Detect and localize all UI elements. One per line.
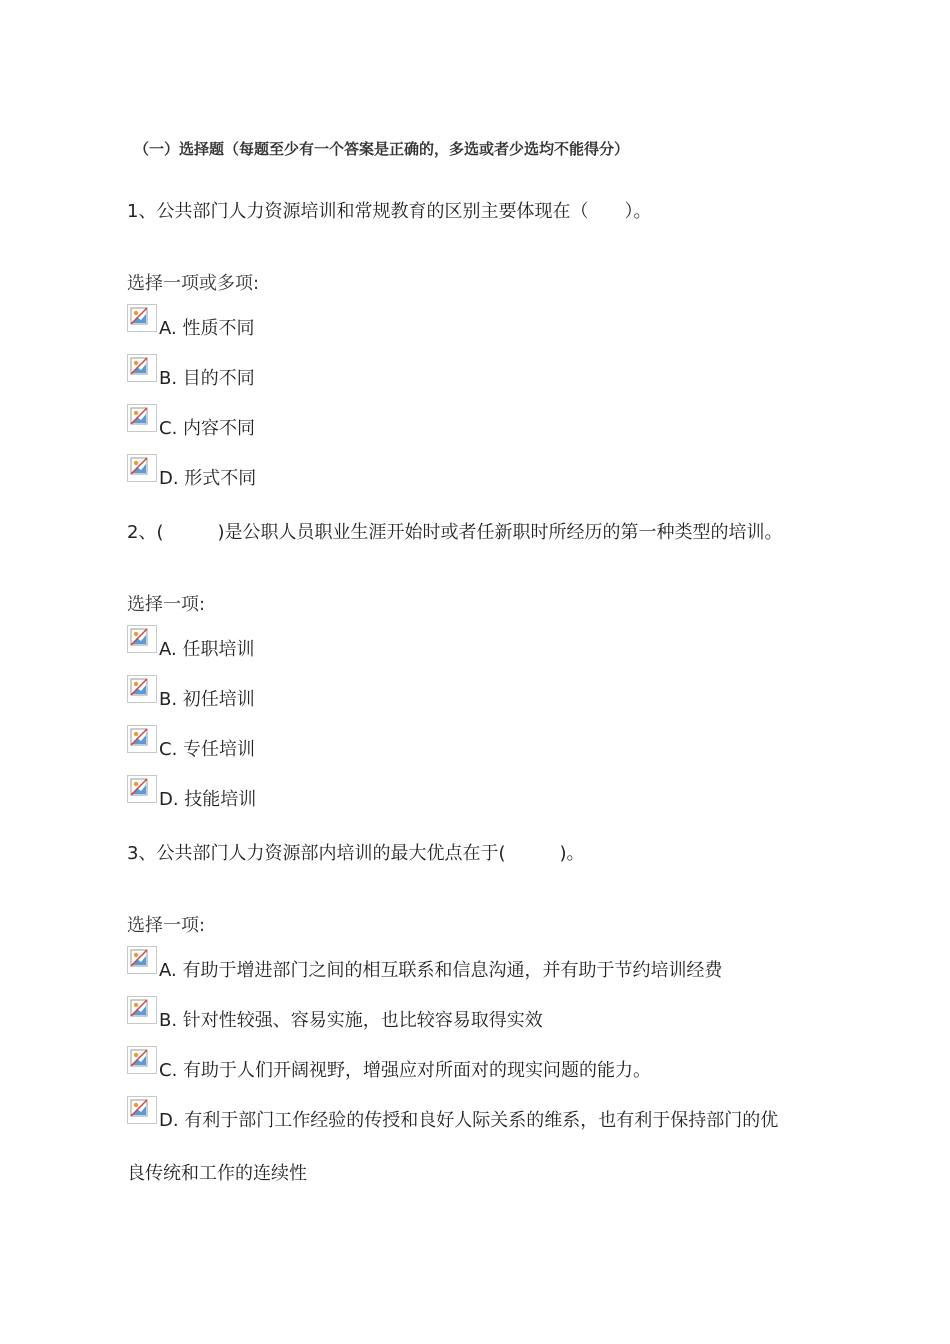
option-label: D. 有利于部门工作经验的传授和良好人际关系的维系，也有利于保持部门的优	[159, 1110, 779, 1131]
broken-image-icon	[127, 1046, 157, 1074]
option-label: B. 目的不同	[159, 368, 255, 389]
option-label: C. 有助于人们开阔视野，增强应对所面对的现实问题的能力。	[159, 1060, 652, 1081]
option-1d[interactable]	[127, 454, 257, 489]
option-label: D. 技能培训	[159, 789, 257, 810]
broken-image-icon	[127, 1096, 157, 1124]
question-stem-2: 2、( )是公职人员职业生涯开始时或者任新职时所经历的第一种类型的培训。	[127, 522, 783, 543]
broken-image-icon	[127, 304, 157, 332]
option-3a[interactable]	[127, 946, 723, 981]
section-title: （一）选择题（每题至少有一个答案是正确的，多选或者少选均不能得分）	[134, 140, 630, 158]
question-prompt-3: 选择一项:	[127, 915, 206, 936]
option-3d-continuation: 良传统和工作的连续性	[127, 1163, 307, 1184]
option-3d[interactable]	[127, 1096, 779, 1131]
broken-image-icon	[127, 946, 157, 974]
broken-image-icon	[127, 454, 157, 482]
broken-image-icon	[127, 775, 157, 803]
option-2b[interactable]	[127, 675, 255, 710]
option-label: A. 有助于增进部门之间的相互联系和信息沟通，并有助于节约培训经费	[159, 960, 723, 981]
option-label: C. 专任培训	[159, 739, 256, 760]
option-2d[interactable]	[127, 775, 257, 810]
option-2c[interactable]	[127, 725, 256, 760]
option-label: B. 针对性较强、容易实施，也比较容易取得实效	[159, 1010, 543, 1031]
option-1a[interactable]	[127, 304, 255, 339]
broken-image-icon	[127, 354, 157, 382]
question-prompt-2: 选择一项:	[127, 594, 206, 615]
option-1c[interactable]	[127, 404, 256, 439]
option-2a[interactable]	[127, 625, 255, 660]
option-label: C. 内容不同	[159, 418, 256, 439]
option-label: D. 形式不同	[159, 468, 257, 489]
broken-image-icon	[127, 625, 157, 653]
option-label: A. 性质不同	[159, 318, 255, 339]
option-label: B. 初任培训	[159, 689, 255, 710]
question-stem-3: 3、公共部门人力资源部内培训的最大优点在于( )。	[127, 843, 585, 864]
broken-image-icon	[127, 725, 157, 753]
option-3b[interactable]	[127, 996, 543, 1031]
question-stem-1: 1、公共部门人力资源培训和常规教育的区别主要体现在（ ）。	[127, 201, 652, 222]
question-prompt-1: 选择一项或多项:	[127, 273, 260, 294]
broken-image-icon	[127, 404, 157, 432]
broken-image-icon	[127, 675, 157, 703]
option-1b[interactable]	[127, 354, 255, 389]
option-3c[interactable]	[127, 1046, 652, 1081]
broken-image-icon	[127, 996, 157, 1024]
option-label: A. 任职培训	[159, 639, 255, 660]
